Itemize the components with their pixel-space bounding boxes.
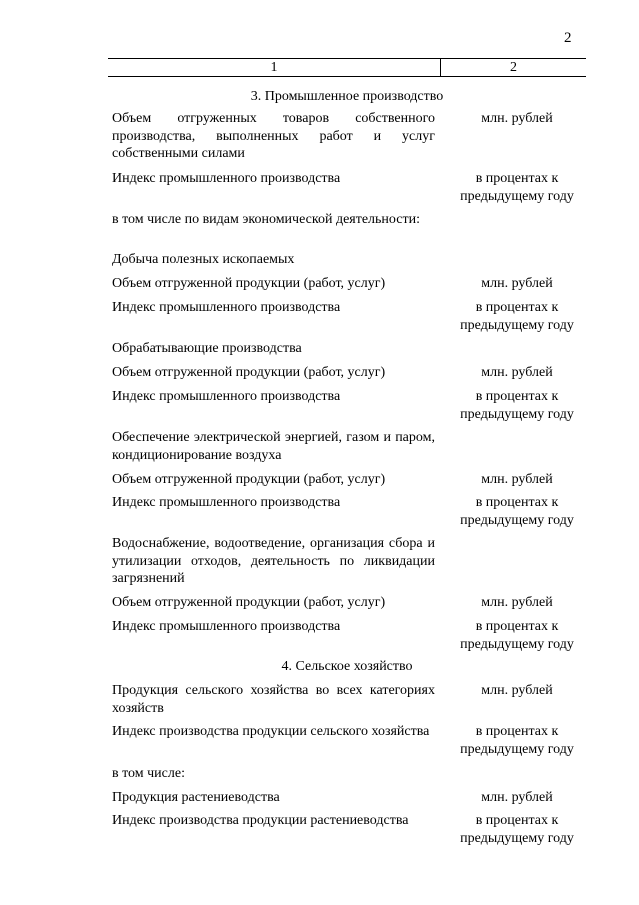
section-title: 3. Промышленное производство [250,89,444,104]
row-text: в том числе по видам экономической деятельности: [112,212,420,227]
row-text: Индекс производства продукции сельского хозяйства [112,724,430,739]
header-col-2: 2 [510,60,517,75]
row-unit: млн. рублей [481,595,553,610]
table-header [108,58,586,77]
section-title: 4. Сельское хозяйство [281,659,413,674]
row-text: Обеспечение электрической энергией, газом и паром, кондиционирование воздуха [112,430,435,463]
row-text: Обрабатывающие производства [112,341,302,356]
row-unit: в процентах к предыдущему году [460,389,574,422]
row-text: Индекс промышленного производства [112,619,341,634]
header-col-1: 1 [108,59,441,76]
row-unit: в процентах к предыдущему году [460,171,574,204]
row-unit: в процентах к предыдущему году [460,813,574,846]
row-text: в том числе: [112,766,185,781]
page-number: 2 [564,30,572,46]
row-text: Индекс промышленного производства [112,389,341,404]
row-text: Объем отгруженной продукции (работ, услуг) [112,595,386,610]
row-unit: млн. рублей [481,276,553,291]
row-unit: млн. рублей [481,365,553,380]
row-text: Продукция сельского хозяйства во всех категориях хозяйств [112,683,435,716]
row-text: Добыча полезных ископаемых [112,252,295,267]
row-text: Объем отгруженных товаров собственного производства, выполненных работ и услуг собственными силами [112,111,435,161]
row-text: Объем отгруженной продукции (работ, услуг) [112,472,386,487]
row-unit: млн. рублей [481,683,553,698]
row-text: Водоснабжение, водоотведение, организация сбора и утилизации отходов, деятельность по ликвидации загрязнений [112,536,435,586]
row-text: Объем отгруженной продукции (работ, услуг) [112,365,386,380]
row-unit: в процентах к предыдущему году [460,619,574,652]
row-text: Индекс промышленного производства [112,495,341,510]
row-unit: млн. рублей [481,111,553,126]
row-text: Индекс промышленного производства [112,171,341,186]
row-text: Продукция растениеводства [112,790,280,805]
row-unit: в процентах к предыдущему году [460,495,574,528]
row-text: Индекс промышленного производства [112,300,341,315]
row-unit: в процентах к предыдущему году [460,724,574,757]
row-text: Индекс производства продукции растениеводства [112,813,409,828]
row-unit: млн. рублей [481,790,553,805]
row-unit: млн. рублей [481,472,553,487]
row-text: Объем отгруженной продукции (работ, услуг) [112,276,386,291]
row-unit: в процентах к предыдущему году [460,300,574,333]
